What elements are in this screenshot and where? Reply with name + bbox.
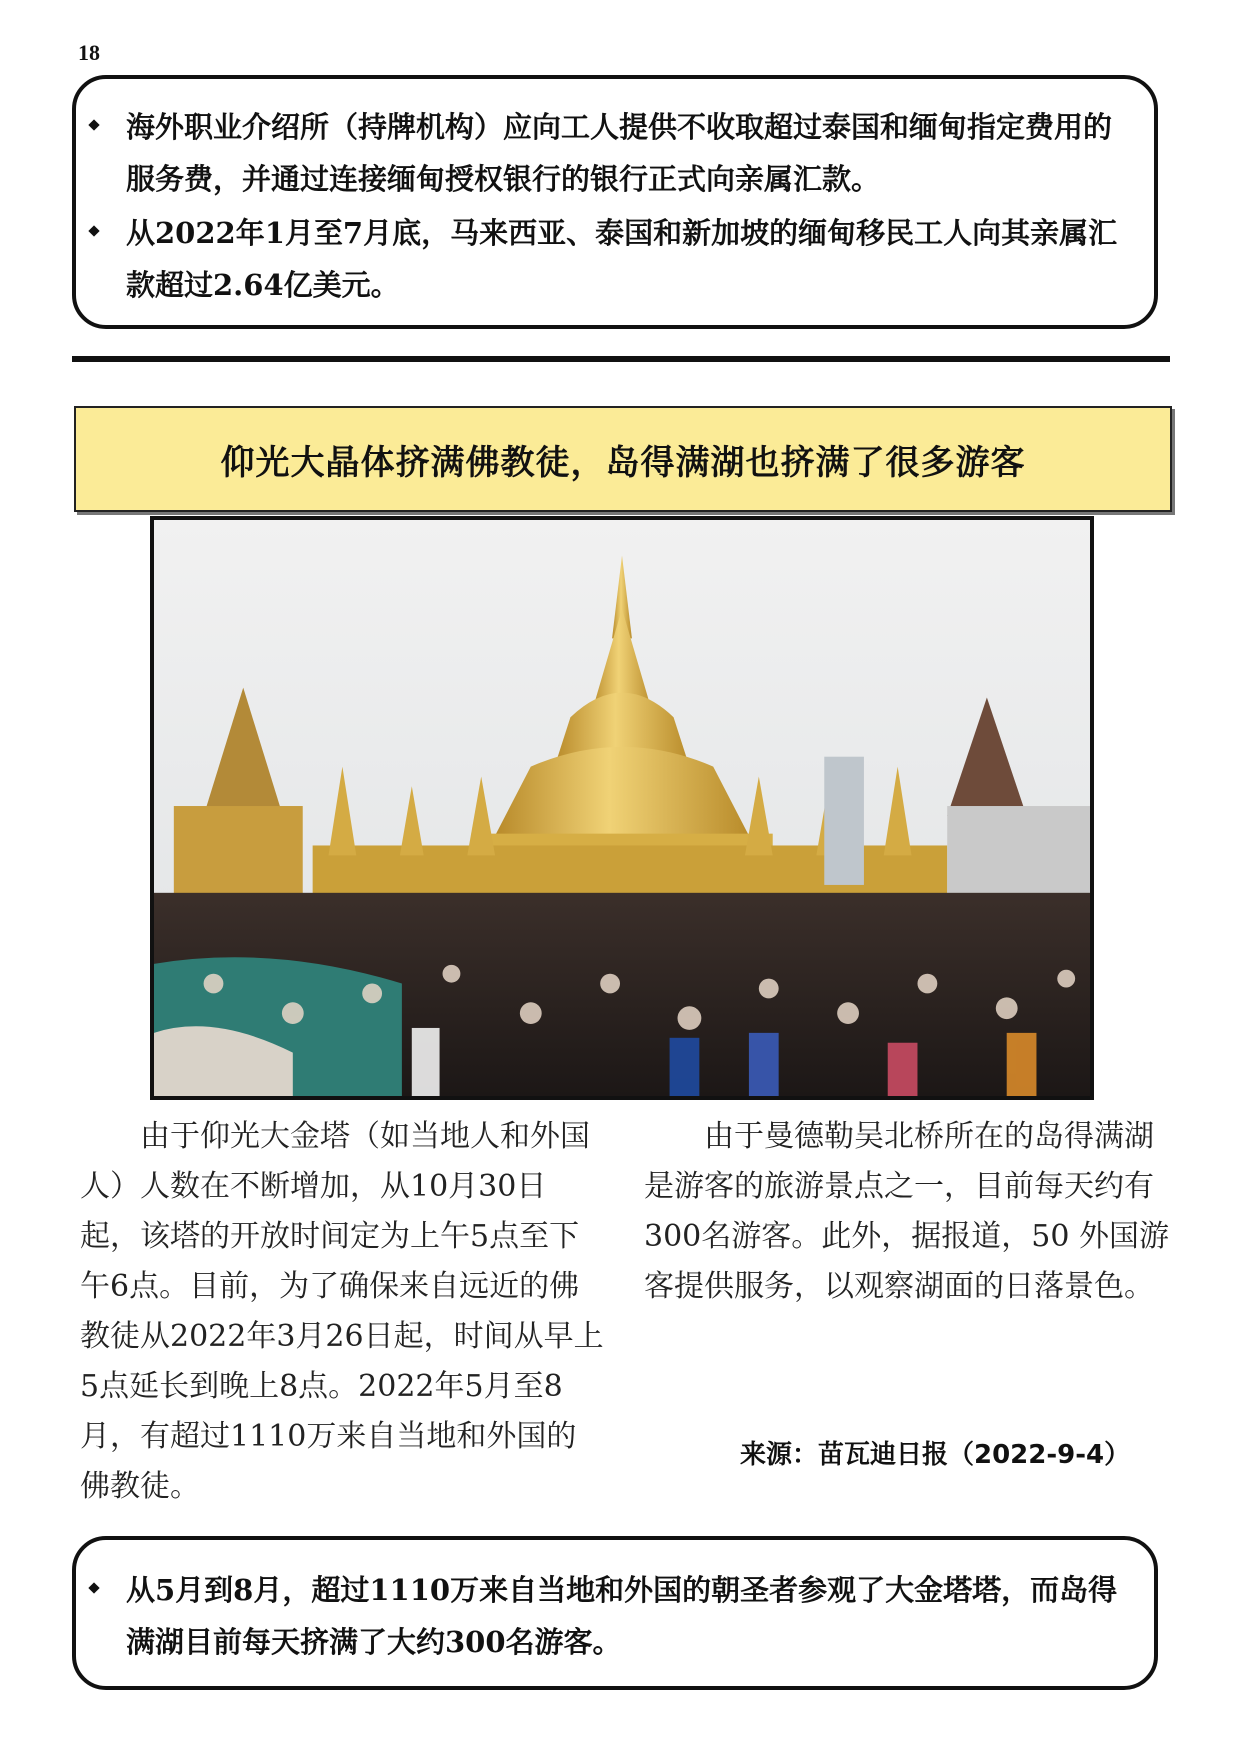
pagoda-illustration (154, 520, 1090, 1096)
article-right-column: 由于曼德勒吴北桥所在的岛得满湖是游客的旅游景点之一，目前每天约有300名游客。此外，据报道，50 外国游客提供服务，以观察湖面的日落景色。 (644, 1119, 1169, 1304)
article-left-column: 由于仰光大金塔（如当地人和外国人）人数在不断增加，从10月30日起，该塔的开放时间定为上午5点至下午6点。目前，为了确保来自远近的佛教徒从2022年3月26日起，时间从早上5点延长到晚上8点。2022年5月至8月，有超过1110万来自当地和外国的佛教徒。 (80, 1119, 604, 1504)
summary-bullet-bottom (126, 1564, 1128, 1668)
headline-banner (74, 406, 1172, 512)
page-number: 18 (78, 40, 100, 65)
headline-text: 仰光大晶体挤满佛教徒，岛得满湖也挤满了很多游客 (220, 442, 1026, 483)
summary-bullet-2 (126, 207, 1128, 311)
summary-box-top (72, 75, 1158, 329)
diamond-bullet-icon (88, 119, 99, 130)
diamond-bullet-icon (88, 225, 99, 236)
pagoda-crowd-photo (150, 516, 1094, 1100)
section-divider (72, 356, 1170, 362)
summary-bullet-1-text: 海外职业介绍所（持牌机构）应向工人提供不收取超过泰国和缅甸指定费用的服务费，并通过连接缅甸授权银行的银行正式向亲属汇款。 (126, 110, 1113, 196)
summary-box-bottom (72, 1536, 1158, 1690)
summary-bullet-2-text: 从2022年1月至7月底，马来西亚、泰国和新加坡的缅甸移民工人向其亲属汇款超过2.64亿美元。 (126, 216, 1118, 302)
summary-bullet-1 (126, 101, 1128, 205)
summary-bullet-bottom-text: 从5月到8月，超过1110万来自当地和外国的朝圣者参观了大金塔塔，而岛得满湖目前每天挤满了大约300名游客。 (126, 1573, 1118, 1659)
diamond-bullet-icon (88, 1582, 99, 1593)
article-source: 来源：苗瓦迪日报（2022-9-4） (740, 1440, 1131, 1470)
